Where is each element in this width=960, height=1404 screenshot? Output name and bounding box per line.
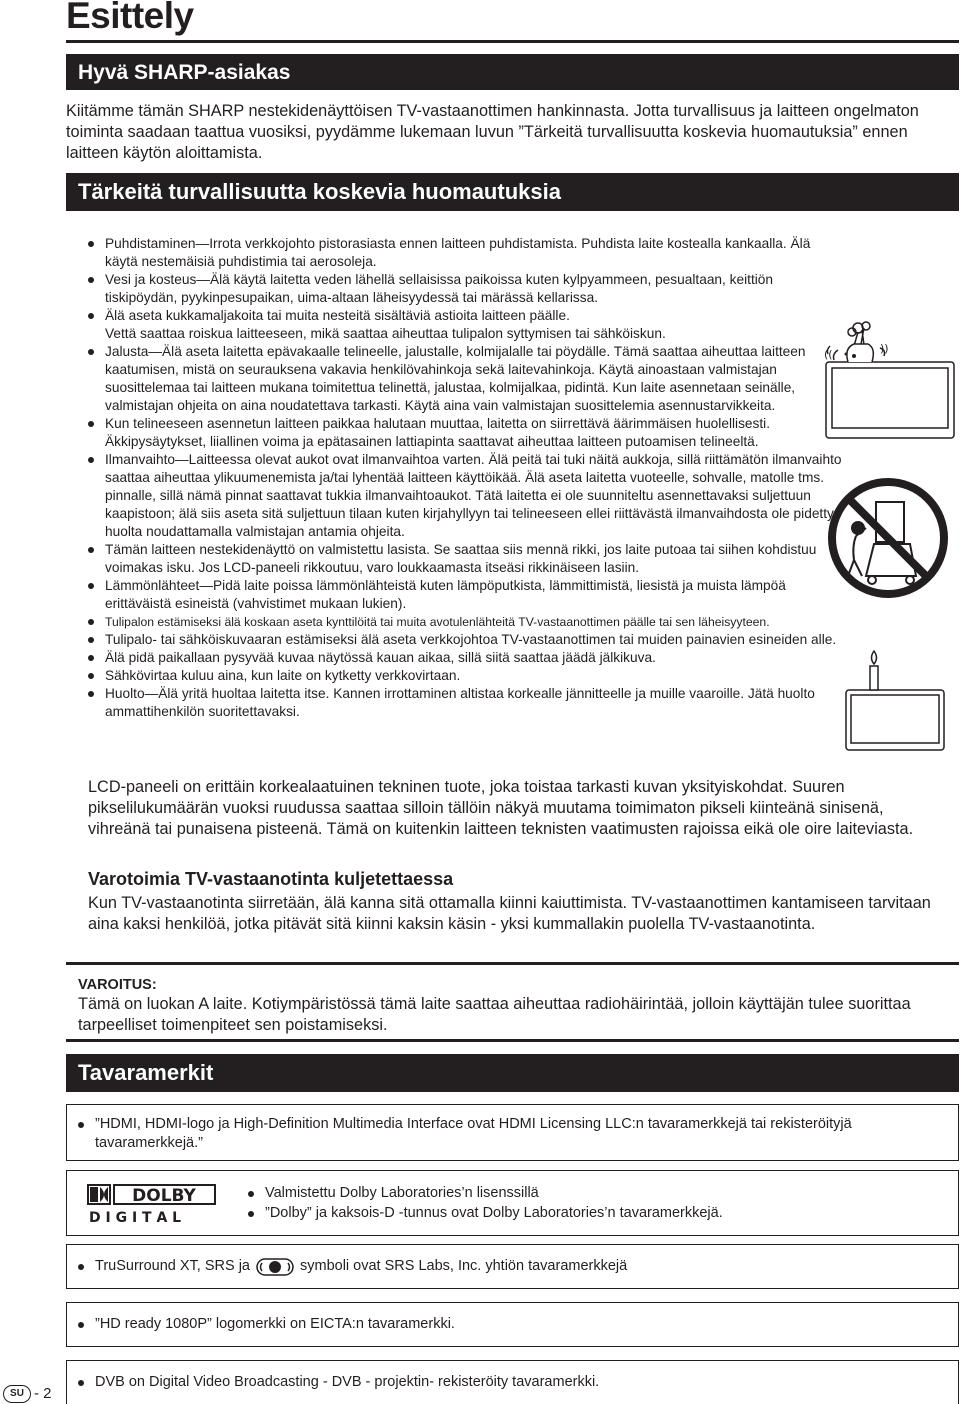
svg-text:((: (( bbox=[824, 348, 833, 361]
warning-text: Tämä on luokan A laite. Kotiympäristössä tämä laite saattaa aiheuttaa radiohäirintää, jolloin käyttäjän tulee suorittaa tarpeelliset toimenpiteet sen poistamiseksi. bbox=[78, 995, 911, 1034]
transport-text: Kun TV-vastaanotinta siirretään, älä kanna sitä ottamalla kiinni kaiuttimista. TV-vastaanottimen kantamiseen tarvitaan aina kaksi henkilöä, jotka pitävät sitä kiinni kaksin käsin - yksi kummallakin puolella TV-vastaanotinta. bbox=[88, 894, 931, 933]
svg-text:)): )) bbox=[880, 342, 889, 355]
dvb-trademark-text: DVB on Digital Video Broadcasting - DVB - projektin- rekisteröity tavaramerkki. bbox=[75, 1373, 955, 1392]
no-cart-illustration bbox=[826, 476, 950, 600]
dolby-trademark-box bbox=[66, 1170, 959, 1236]
dolby-item-trademark: ”Dolby” ja kaksois-D -tunnus ovat Dolby Laboratories’n tavaramerkkejä. bbox=[245, 1204, 960, 1223]
srs-trademark-box bbox=[66, 1244, 959, 1289]
dolby-logo-digital: D I G I T A L bbox=[89, 1210, 182, 1225]
safety-item-ventilation: Ilmanvaihto—Laitteessa olevat aukot ovat ilmanvaihtoa varten. Älä peitä tai tuki näitä aukkoja, sillä riittämätön ilmanvaihto saattaa aiheuttaa ylikuumenemista ja/tai lyhentää laitteen käyttöikää. Älä aseta laitetta vuoteelle, sohvalle, matolle tms. pinnalle, sillä nämä pinnat saattavat tukkia ilmanvaihtoaukot. Tätä laitetta ei ole suunniteltu asennettavaksi suljettuun kaapistoon; älä siis aseta sitä suljettuun tilaan kuten kirjahyllyyn tai telineeseen ellei riittävästä ilmanvaihdosta ole pidetty huolta noudattamalla valmistajan antamia ohjeita. bbox=[86, 451, 846, 541]
language-badge: SU bbox=[3, 1385, 31, 1403]
warning-title: VAROITUS: bbox=[78, 977, 157, 993]
tv-candle-illustration bbox=[842, 650, 948, 752]
dvb-trademark-box bbox=[66, 1360, 959, 1404]
intro-paragraph: Kiitämme tämän SHARP nestekidenäyttöisen TV-vastaanottimen hankinnasta. Jotta turvallisuus ja laitteen ongelmaton toiminta saadaan taattua vuosiksi, pyydämme lukemaan luvun ”Tärkeitä turvallisuutta koskevia huomautuksia” ennen laitteen käytön aloittamista. bbox=[66, 102, 919, 162]
safety-item-stand: Jalusta—Älä aseta laitetta epävakaalle telineelle, jalustalle, kolmijalalle tai pöydälle. Tämä saattaa aiheuttaa laitteen kaatumisen, mistä on seurauksena vakavia henkilövahinkoja sekä laitevahinkoja. Käytä ainoastaan valmistajan suosittelemaa tai laitteen mukana toimitettua telinettä, jalustaa, kolmijalkaa, pidintä. Kun laite asennetaan seinälle, valmistajan ohjeita on aina noudatettava tarkasti. Käytä aina vain valmistajan suosittelemia asennustarvikkeita. bbox=[86, 343, 846, 415]
safety-item-candles: Tulipalon estämiseksi älä koskaan aseta kynttilöitä tai muita avotulenlähteitä TV-vastaanottimen päälle tai sen läheisyyteen. bbox=[86, 613, 846, 631]
dolby-double-d-logo bbox=[87, 1183, 217, 1225]
srs-text-before: TruSurround XT, SRS ja bbox=[95, 1258, 250, 1274]
title-rule bbox=[66, 40, 959, 43]
srs-trademark-text bbox=[75, 1257, 955, 1276]
warning-box bbox=[66, 962, 959, 1042]
safety-item-glass: Tämän laitteen nestekidenäyttö on valmistettu lasista. Se saattaa siis mennä rikki, jos laite putoaa tai siihen kohdistuu voimakas isku. Jos LCD-paneeli rikkoutuu, varo loukkaamasta itseäsi rikkinäiseen lasiin. bbox=[86, 541, 846, 577]
srs-text-after: symboli ovat SRS Labs, Inc. yhtiön tavaramerkkejä bbox=[300, 1258, 628, 1274]
page-number-value: - 2 bbox=[34, 1385, 52, 1402]
safety-heading: Tärkeitä turvallisuutta koskevia huomautuksia bbox=[66, 173, 959, 211]
safety-item-service: Huolto—Älä yritä huoltaa laitetta itse. Kannen irrottaminen altistaa korkealle jännitteelle ja muille vaaroille. Jätä huolto ammattihenkilön suoritettavaksi. bbox=[86, 685, 846, 721]
dolby-logo-word: DOLBY bbox=[132, 1186, 196, 1206]
hdready-trademark-text: ”HD ready 1080P” logomerkki on EICTA:n tavaramerkki. bbox=[75, 1315, 955, 1334]
page-number bbox=[3, 1384, 52, 1404]
trademarks-heading: Tavaramerkit bbox=[66, 1054, 959, 1092]
srs-circle-logo-icon bbox=[256, 1258, 294, 1276]
safety-item-vases: Älä aseta kukkamaljakoita tai muita nesteitä sisältäviä astioita laitteen päälle. bbox=[86, 307, 846, 325]
safety-item-water: Vesi ja kosteus—Älä käytä laitetta veden lähellä sellaisissa paikoissa kuten kylpyammeen, pesualtaan, keittiön tiskipöydän, pyykinpesupaikan, uima-altaan läheisyydessä tai märässä kellarissa. bbox=[86, 271, 846, 307]
safety-item-cord: Tulipalo- tai sähköiskuvaaran estämiseksi älä aseta verkkojohtoa TV-vastaanottimen tai muiden painavien esineiden alle. bbox=[86, 631, 846, 649]
safety-item-cleaning: Puhdistaminen—Irrota verkkojohto pistorasiasta ennen laitteen puhdistamista. Puhdista laite kostealla kankaalla. Älä käytä nestemäisiä puhdistimia tai aerosoleja. bbox=[86, 235, 846, 271]
greeting-heading: Hyvä SHARP-asiakas bbox=[66, 54, 959, 90]
safety-item-power: Sähkövirtaa kuluu aina, kun laite on kytketty verkkovirtaan. bbox=[86, 667, 846, 685]
tv-vase-illustration bbox=[818, 318, 960, 440]
safety-item-heat: Lämmönlähteet—Pidä laite poissa lämmönlähteistä kuten lämpöputkista, lämmittimistä, liesistä ja muista lämpöä erittäväistä esineistä (vahvistimet mukaan lukien). bbox=[86, 577, 846, 613]
transport-heading: Varotoimia TV-vastaanotinta kuljetettaessa bbox=[88, 869, 454, 889]
safety-item-moving: Kun telineeseen asennetun laitteen paikkaa halutaan muuttaa, laitetta on siirrettävä äärimmäisen huolellisesti. Äkkipysäytykset, liiallinen voima ja epätasainen lattiapinta saattavat aiheuttaa laitteen putoamisen telineeltä. bbox=[86, 415, 846, 451]
lcd-note: LCD-paneeli on erittäin korkealaatuinen tekninen tuote, joka toistaa tarkasti kuvan yksityiskohdat. Suuren pikselilukumäärän vuoksi ruudussa saattaa silloin tällöin näkyä muutama toimimaton pikseli kiinteänä sinisenä, vihreänä tai punaisena pisteenä. Tämä on kuitenkin laitteen teknisten vaatimusten rajoissa eikä ole oire laiteviasta. bbox=[88, 778, 914, 838]
hdmi-trademark-box bbox=[66, 1104, 959, 1161]
safety-item-still-image: Älä pidä paikallaan pysyvää kuvaa näytössä kauan aikaa, sillä siitä saattaa jäädä jälkikuva. bbox=[86, 649, 846, 667]
dolby-item-license: Valmistettu Dolby Laboratories’n lisenssillä bbox=[245, 1184, 960, 1203]
page-title: Esittely bbox=[66, 0, 194, 36]
safety-list bbox=[86, 235, 846, 721]
hdmi-trademark-text: ”HDMI, HDMI-logo ja High-Definition Multimedia Interface ovat HDMI Licensing LLC:n tavaramerkkejä tai rekisteröityjä tavaramerkkejä.” bbox=[75, 1115, 935, 1153]
hdready-trademark-box bbox=[66, 1302, 959, 1347]
safety-item-splash: Vettä saattaa roiskua laitteeseen, mikä saattaa aiheuttaa tulipalon syttymisen tai sähköiskun. bbox=[105, 326, 666, 341]
